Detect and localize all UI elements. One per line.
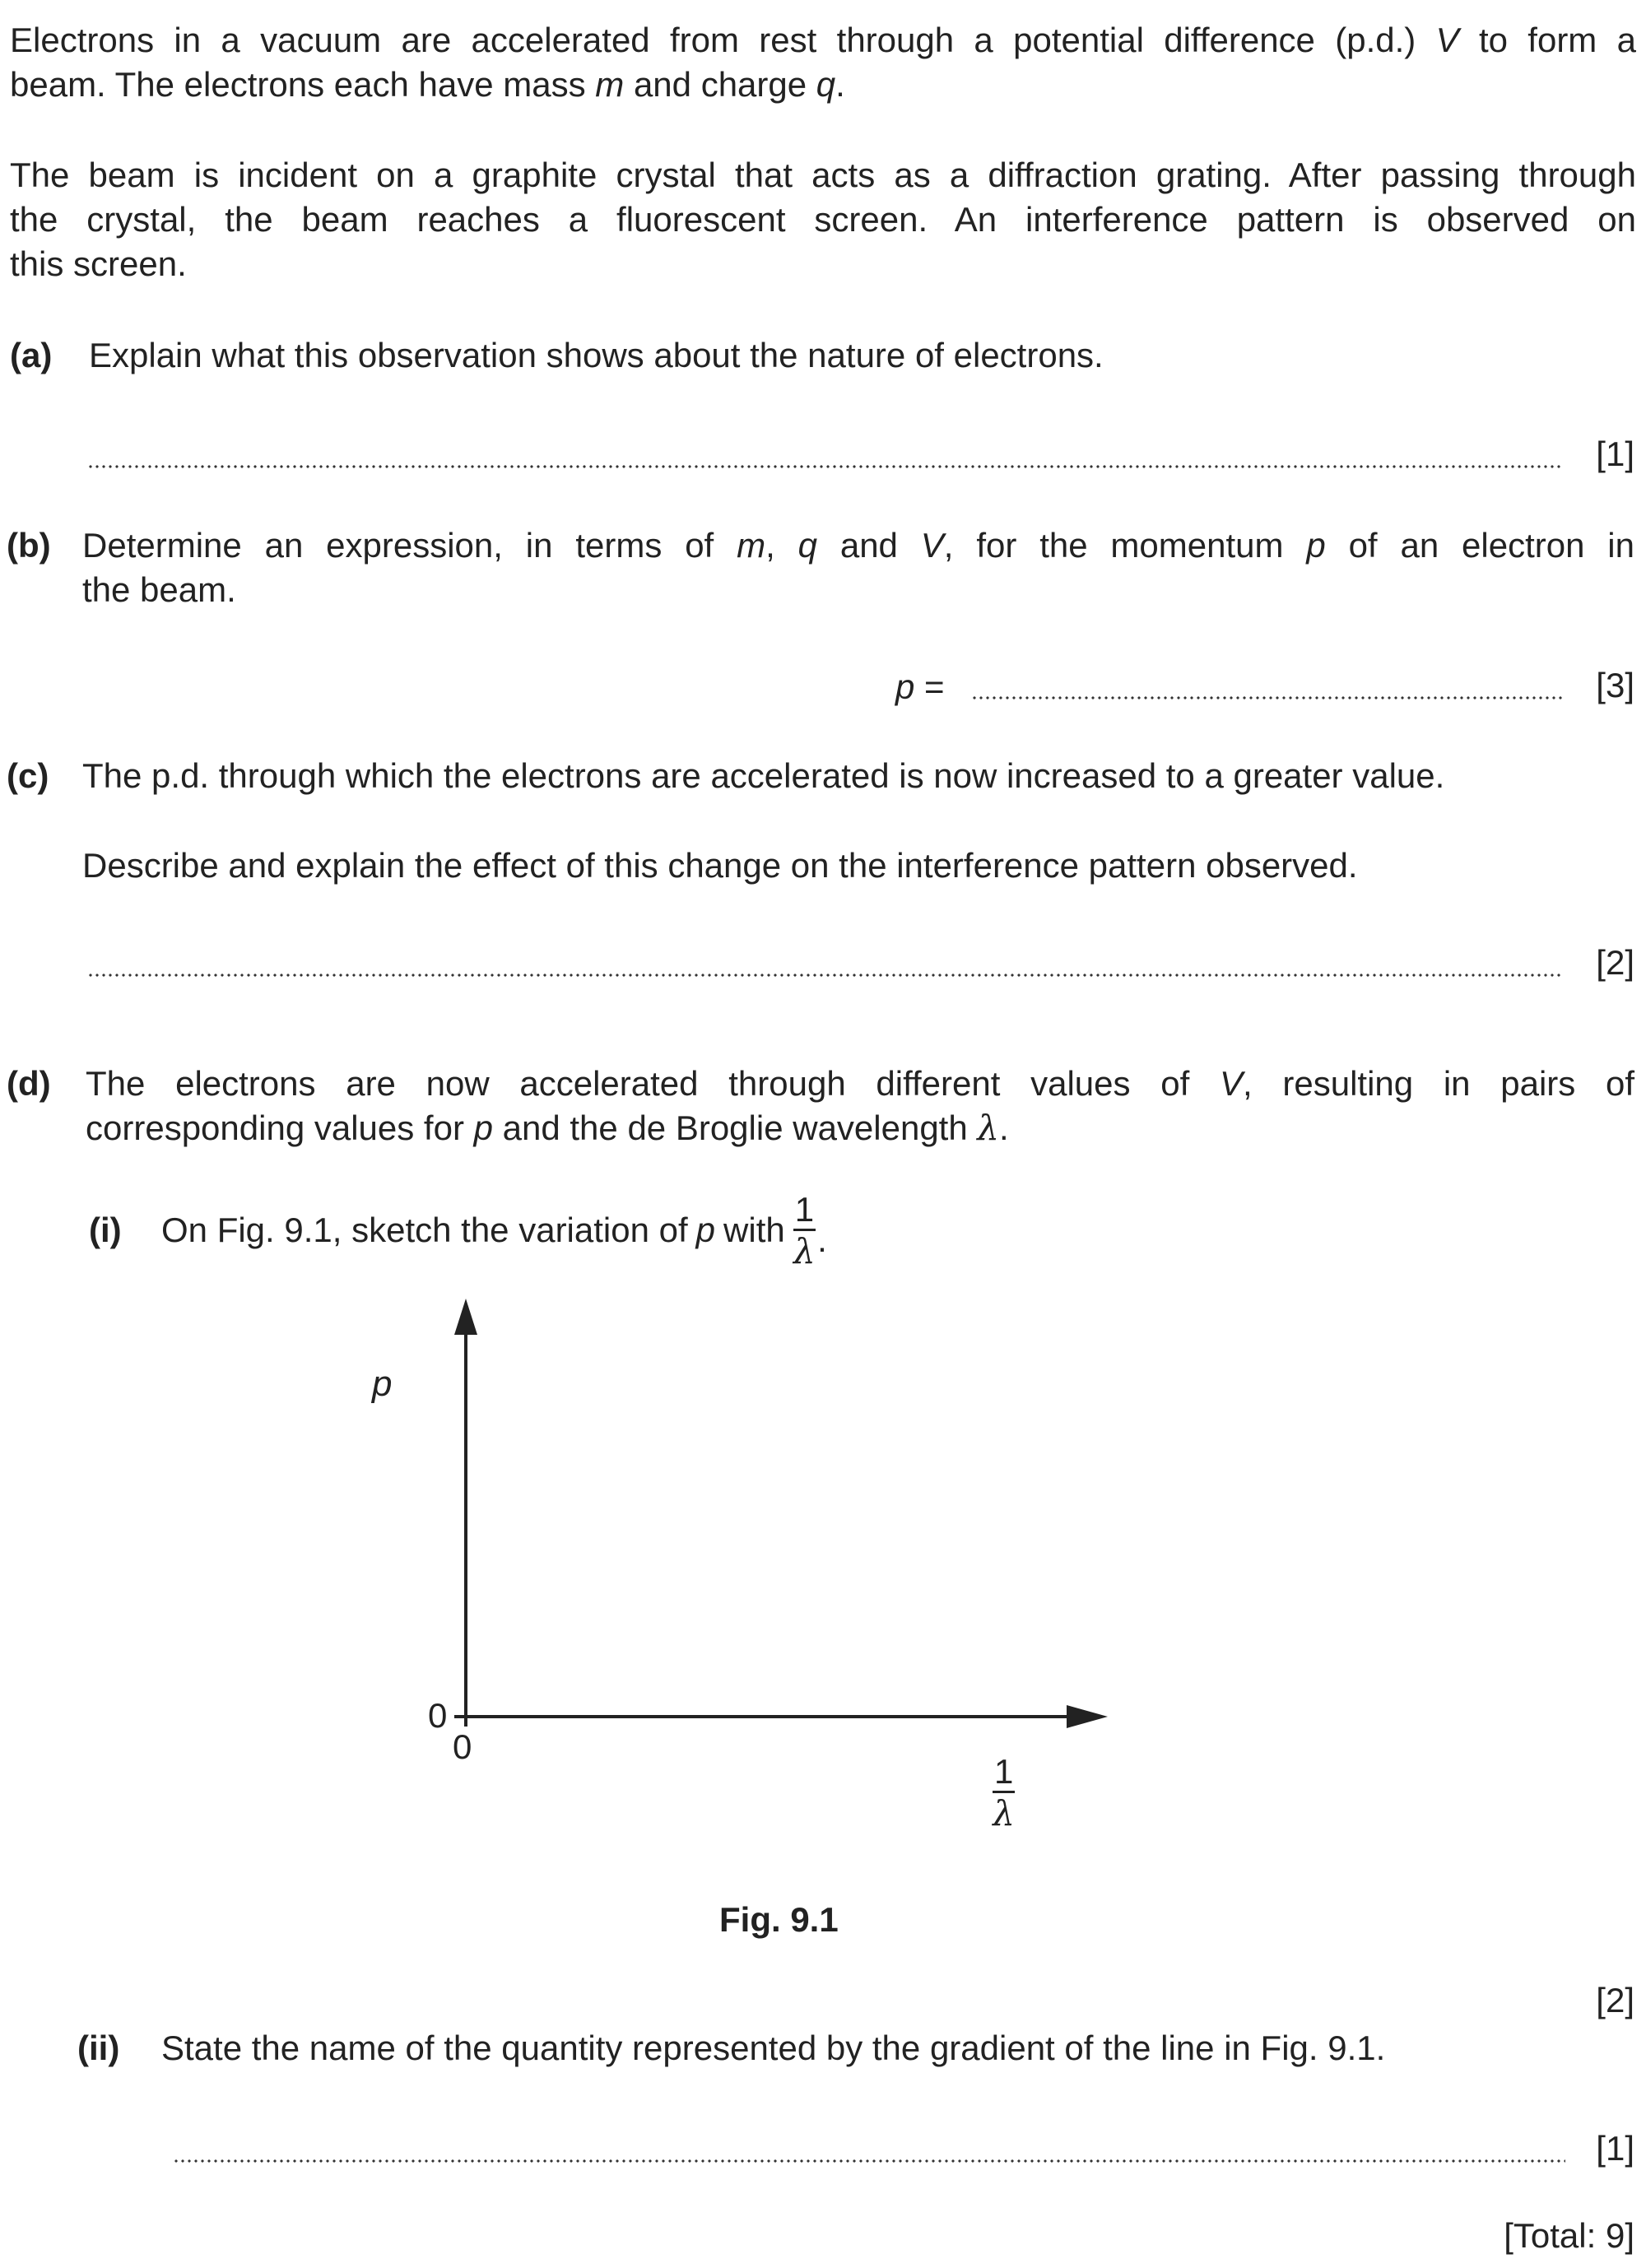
part-d-text: The electrons are now accelerated through different values of <box>86 1064 1190 1103</box>
symbol-p: p <box>695 1211 716 1249</box>
intro-text: to form a <box>1478 21 1636 59</box>
x-axis-label-numerator: 1 <box>993 1754 1015 1793</box>
part-d-i-marks: [2] <box>1596 1981 1634 2019</box>
part-d-i-text: with <box>723 1211 785 1249</box>
part-d-text: , resulting in pairs of <box>1242 1064 1634 1103</box>
part-b-text: of an electron in <box>1348 526 1634 565</box>
symbol-p: p <box>1306 526 1326 565</box>
period: . <box>817 1220 827 1259</box>
equals-sign: = <box>924 667 945 706</box>
y-axis-label: p <box>372 1364 393 1404</box>
part-c-label: (c) <box>7 756 49 795</box>
part-d-label: (d) <box>7 1064 51 1103</box>
fraction-numerator: 1 <box>793 1192 816 1231</box>
y-origin-label: 0 <box>428 1696 448 1735</box>
intro-text: beam. The electrons each have mass <box>10 65 586 104</box>
figure-caption: Fig. 9.1 <box>719 1900 839 1939</box>
part-d-ii-marks: [1] <box>1596 2129 1634 2168</box>
part-d-ii-answer-line[interactable] <box>173 2159 1565 2163</box>
period: . <box>999 1108 1009 1147</box>
part-d-text: corresponding values for <box>86 1108 464 1147</box>
y-axis-arrowhead <box>454 1299 477 1335</box>
part-b-line-2: the beam. <box>82 570 236 609</box>
symbol-m: m <box>595 65 625 104</box>
part-d-i-text: On Fig. 9.1, sketch the variation of <box>161 1211 688 1249</box>
para2-line-3: this screen. <box>10 244 187 283</box>
part-a-label: (a) <box>10 336 53 374</box>
fraction-denominator: λ <box>793 1230 816 1271</box>
symbol-m: m <box>737 526 766 565</box>
part-b-text: and <box>839 526 898 565</box>
period: . <box>835 65 845 104</box>
symbol-v: V <box>1435 21 1459 59</box>
symbol-q: q <box>816 65 836 104</box>
part-c-marks: [2] <box>1596 943 1634 982</box>
intro-text: and charge <box>633 65 807 104</box>
comma: , <box>765 526 775 565</box>
part-a-marks: [1] <box>1596 435 1634 473</box>
part-b-label: (b) <box>7 526 51 565</box>
x-axis-label-denominator: λ <box>993 1793 1015 1833</box>
part-d-i-label: (i) <box>89 1211 122 1249</box>
symbol-v: V <box>920 526 944 565</box>
x-axis-arrowhead <box>1067 1705 1108 1728</box>
x-origin-label: 0 <box>453 1727 472 1766</box>
part-c-line-1: The p.d. through which the electrons are accelerated is now increased to a greater value. <box>82 756 1445 795</box>
symbol-p: p <box>895 667 915 706</box>
part-c-line-2: Describe and explain the effect of this change on the interference pattern observed. <box>82 846 1358 885</box>
part-b-text: , for the momentum <box>943 526 1284 565</box>
symbol-q: q <box>797 526 817 565</box>
part-d-ii-question: State the name of the quantity represented by the gradient of the line in Fig. 9.1. <box>161 2029 1386 2067</box>
part-a-question: Explain what this observation shows about the nature of electrons. <box>89 336 1104 374</box>
symbol-p: p <box>473 1108 493 1147</box>
total-marks: [Total: 9] <box>1504 2216 1634 2255</box>
x-axis-label <box>993 1754 1015 1831</box>
part-b-text: Determine an expression, in terms of <box>82 526 714 565</box>
part-b-marks: [3] <box>1596 666 1634 704</box>
para2-line-1: The beam is incident on a graphite crystal that acts as a diffraction grating. After passing through <box>10 156 1636 194</box>
part-d-text: and the de Broglie wavelength <box>502 1108 968 1147</box>
symbol-v: V <box>1219 1064 1243 1103</box>
symbol-lambda: λ <box>977 1108 1000 1148</box>
intro-text: Electrons in a vacuum are accelerated from rest through a potential difference (p.d.) <box>10 21 1416 59</box>
para2-line-2: the crystal, the beam reaches a fluorescent screen. An interference pattern is observed on <box>10 200 1636 239</box>
part-d-ii-label: (ii) <box>77 2029 120 2067</box>
